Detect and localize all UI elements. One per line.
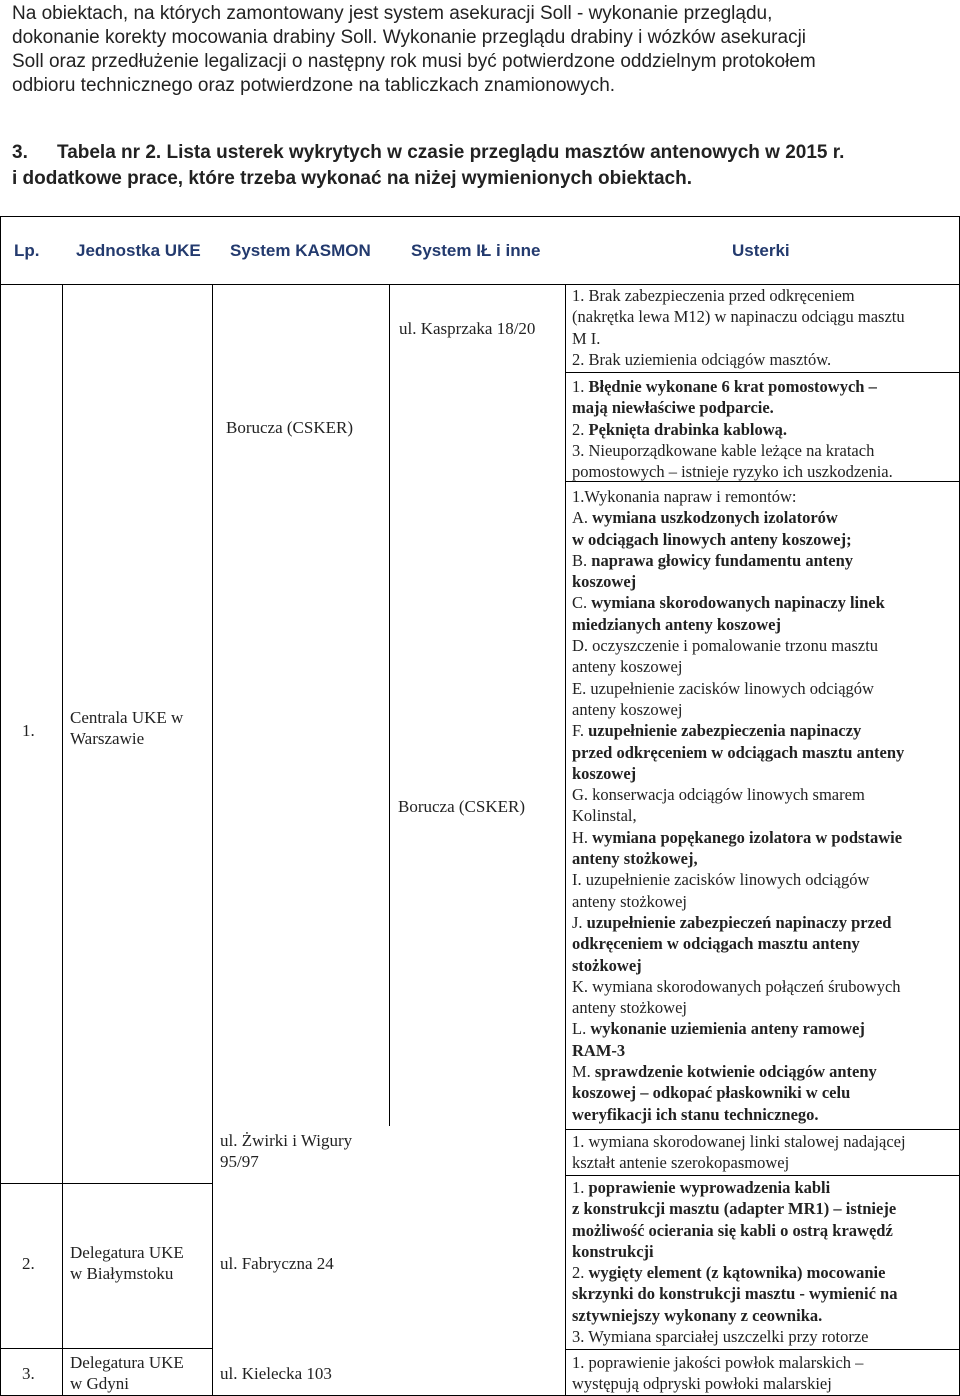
usterka-line	[572, 869, 956, 890]
table-rule	[565, 372, 960, 373]
usterka-text: C.	[572, 593, 592, 613]
usterka-text: pomostowych – istnieje ryzyko ich uszkodzenia.	[572, 462, 893, 482]
usterka-line	[572, 1220, 956, 1241]
usterka-bold-text: wykonanie uziemienia anteny ramowej	[590, 1019, 865, 1039]
table-rule	[565, 1349, 960, 1350]
unit-line: w Gdyni	[70, 1374, 130, 1393]
unit-line: Delegatura UKE	[70, 1353, 184, 1372]
usterka-bold-text: odkręceniem w odciągach masztu anteny	[572, 934, 860, 954]
row1-kasmon: Borucza (CSKER)	[226, 418, 354, 437]
usterka-line	[572, 805, 956, 826]
usterka-bold-text: poprawienie wyprowadzenia kabli	[588, 1178, 831, 1197]
usterka-line	[572, 891, 956, 912]
usterki-group-6	[572, 1352, 956, 1395]
usterka-text: A.	[572, 508, 593, 528]
section-title-line2: i dodatkowe prace, które trzeba wykonać na niżej wymienionych obiektach.	[12, 168, 692, 189]
usterka-text: 3. Wymiana sparciałej uszczelki przy rotorze	[572, 1327, 869, 1347]
usterka-text: anteny koszowej	[572, 699, 683, 719]
usterka-line	[572, 614, 956, 635]
table-rule	[212, 284, 213, 1396]
usterka-line	[572, 1326, 956, 1347]
usterka-text: D. oczyszczenie i pomalowanie trzonu masztu	[572, 636, 879, 656]
row1-unit	[70, 707, 183, 749]
row2-lp: 2.	[22, 1254, 35, 1273]
usterka-bold-text: stożkowej	[572, 955, 642, 975]
usterka-text: F.	[572, 721, 589, 741]
usterka-bold-text: miedzianych anteny koszowej	[572, 614, 781, 634]
usterka-bold-text: możliwość ocierania się kabli o ostrą krawędź	[572, 1220, 893, 1240]
usterka-line	[572, 397, 956, 418]
usterka-line	[572, 933, 956, 954]
usterka-bold-text: Błędnie wykonane 6 krat pomostowych –	[588, 377, 877, 396]
usterka-text: K. wymiana skorodowanych połączeń śrubowych	[572, 976, 901, 996]
usterka-bold-text: weryfikacji ich stanu technicznego.	[572, 1104, 819, 1124]
address-line: ul. Żwirki i Wigury	[220, 1131, 353, 1150]
usterki-group-4	[572, 1131, 956, 1174]
table-rule	[0, 216, 1, 1396]
usterka-bold-text: sprawdzenie kotwienie odciągów anteny	[594, 1062, 877, 1082]
usterka-line: 1. wymiana skorodowanej linki stalowej nadającej	[572, 1132, 906, 1151]
usterka-text: H.	[572, 827, 593, 847]
usterka-line	[572, 784, 956, 805]
usterka-line: 1. Brak zabezpieczenia przed odkręceniem	[572, 286, 855, 305]
usterka-line	[572, 848, 956, 869]
section-number: 3.	[12, 142, 28, 163]
header-unit: Jednostka UKE	[76, 241, 201, 260]
unit-line: Centrala UKE w	[70, 708, 184, 727]
usterka-bold-text: wymiana uszkodzonych izolatorów	[592, 508, 838, 528]
usterka-bold-text: uzupełnienie zabezpieczeń napinaczy przed	[586, 912, 892, 932]
usterka-line	[572, 1198, 956, 1219]
usterka-line	[572, 656, 956, 677]
usterka-bold-text: koszowej	[572, 763, 637, 783]
usterka-line	[572, 1305, 956, 1326]
intro-line: Na obiektach, na których zamontowany jest system asekuracji Soll - wykonanie przeglądu,	[12, 3, 773, 24]
usterka-line: 1. poprawienie jakości powłok malarskich –	[572, 1353, 864, 1372]
row1-il-top: ul. Kasprzaka 18/20	[399, 319, 536, 338]
usterka-bold-text: przed odkręceniem w odciągach masztu anteny	[572, 742, 905, 762]
usterka-line	[572, 529, 956, 550]
usterka-line	[572, 955, 956, 976]
usterka-line	[572, 976, 956, 997]
usterka-line	[572, 1040, 956, 1061]
usterka-text: M.	[572, 1062, 595, 1082]
row3-lp: 3.	[22, 1364, 35, 1383]
usterka-line: M I.	[572, 328, 601, 348]
row1-il-main: Borucza (CSKER)	[398, 797, 526, 816]
usterka-bold-text: mają niewłaściwe podparcie.	[572, 398, 774, 418]
section-title-line1: Tabela nr 2. Lista usterek wykrytych w czasie przeglądu masztów antenowych w 2015 r.	[57, 142, 845, 163]
usterka-line	[572, 1241, 956, 1262]
row2-unit	[70, 1242, 184, 1284]
usterka-line	[572, 827, 956, 848]
table-rule	[389, 284, 390, 1126]
usterka-line	[572, 678, 956, 699]
usterka-line	[572, 742, 956, 763]
usterka-line: 2. Brak uziemienia odciągów masztów.	[572, 349, 832, 369]
usterka-bold-text: uzupełnienie zabezpieczenia napinaczy	[588, 721, 862, 741]
usterka-line	[572, 1177, 956, 1198]
usterka-line	[572, 550, 956, 571]
unit-line: w Białymstoku	[70, 1264, 174, 1283]
row3-unit	[70, 1352, 184, 1394]
usterka-text: 1.	[572, 1178, 589, 1197]
usterka-bold-text: wymiana skorodowanych napinaczy linek	[591, 593, 885, 613]
usterka-line	[572, 507, 956, 528]
usterka-text: 2.	[572, 1263, 589, 1283]
row2-kasmon: ul. Fabryczna 24	[220, 1254, 334, 1273]
usterka-line	[572, 1283, 956, 1304]
usterka-bold-text: koszowej – odkopać płaskowniki w celu	[572, 1083, 851, 1103]
table-rule	[0, 1348, 212, 1349]
usterka-line	[572, 592, 956, 613]
usterka-line	[572, 763, 956, 784]
usterka-bold-text: w odciągach linowych anteny koszowej;	[572, 529, 852, 549]
intro-line: odbioru technicznego oraz potwierdzone na tabliczkach znamionowych.	[12, 75, 616, 96]
usterka-bold-text: koszowej	[572, 572, 637, 592]
usterka-line	[572, 419, 956, 440]
table-rule	[565, 284, 566, 1396]
usterka-line	[572, 1061, 956, 1082]
unit-line: Delegatura UKE	[70, 1243, 184, 1262]
table-rule	[565, 1175, 960, 1176]
usterka-line	[572, 912, 956, 933]
intro-line: dokonanie korekty mocowania drabiny Soll. Wykonanie przeglądu drabiny i wózków asekuracji	[12, 27, 807, 48]
usterka-line	[572, 461, 956, 482]
usterki-group-3	[572, 486, 956, 1125]
header-lp: Lp.	[14, 241, 40, 260]
usterka-line	[572, 720, 956, 741]
usterka-text: anteny koszowej	[572, 657, 683, 677]
unit-line: Warszawie	[70, 729, 145, 748]
usterka-bold-text: RAM-3	[572, 1040, 626, 1060]
usterka-text: anteny stożkowej	[572, 891, 688, 911]
header-usterki: Usterki	[732, 241, 790, 260]
usterka-bold-text: sztywniejszy wykonany z ceownika.	[572, 1305, 823, 1325]
usterka-line	[572, 571, 956, 592]
usterka-line	[572, 699, 956, 720]
usterka-text: Kolinstal,	[572, 806, 637, 826]
usterka-line	[572, 1018, 956, 1039]
usterka-line	[572, 376, 956, 397]
usterka-text: E. uzupełnienie zacisków linowych odciągów	[572, 678, 874, 698]
usterki-group-5	[572, 1177, 956, 1347]
usterka-bold-text: wymiana popękanego izolatora w podstawie	[592, 827, 903, 847]
usterka-line: kształt antenie szerokopasmowej	[572, 1153, 790, 1173]
address-line: 95/97	[220, 1152, 259, 1171]
usterka-line	[572, 1104, 956, 1125]
usterka-line	[572, 997, 956, 1018]
usterka-bold-text: konstrukcji	[572, 1241, 654, 1261]
usterka-text: J.	[572, 912, 587, 932]
header-il: System IŁ i inne	[411, 241, 541, 260]
usterki-group-1	[572, 285, 956, 370]
usterka-bold-text: Pęknięta drabinka kablową.	[588, 419, 787, 439]
row2-kasmon-top	[220, 1130, 352, 1172]
usterka-text: 1.Wykonania napraw i remontów:	[572, 487, 797, 506]
row3-kasmon: ul. Kielecka 103	[220, 1364, 332, 1383]
usterka-text: L.	[572, 1019, 591, 1039]
table-rule	[565, 1129, 960, 1130]
table-rule	[0, 1183, 212, 1184]
usterka-line: (nakrętka lewa M12) w napinaczu odciągu masztu	[572, 307, 905, 327]
usterka-bold-text: skrzynki do konstrukcji masztu - wymienić na	[572, 1284, 898, 1304]
usterka-line: występują odpryski powłoki malarskiej	[572, 1374, 832, 1394]
table-rule	[0, 216, 960, 217]
usterka-line	[572, 1262, 956, 1283]
usterka-bold-text: z konstrukcji masztu (adapter MR1) – istnieje	[572, 1199, 897, 1219]
usterka-text: G. konserwacja odciągów linowych smarem	[572, 785, 865, 805]
usterka-bold-text: naprawa głowicy fundamentu anteny	[591, 550, 854, 570]
row1-lp: 1.	[22, 721, 35, 740]
intro-line: Soll oraz przedłużenie legalizacji o następny rok musi być potwierdzone oddzielnym protokołem	[12, 51, 816, 72]
header-kasmon: System KASMON	[230, 241, 371, 260]
usterka-text: 1.	[572, 377, 589, 396]
usterka-line	[572, 440, 956, 461]
usterka-line	[572, 486, 956, 507]
usterka-text: B.	[572, 550, 592, 570]
usterka-line	[572, 635, 956, 656]
usterka-text: 2.	[572, 419, 589, 439]
usterki-group-2	[572, 376, 956, 482]
usterka-text: I. uzupełnienie zacisków linowych odciągów	[572, 870, 870, 890]
usterka-text: 3. Nieuporządkowane kable leżące na kratach	[572, 440, 875, 460]
usterka-bold-text: anteny stożkowej,	[572, 849, 698, 869]
usterka-text: anteny stożkowej	[572, 998, 688, 1018]
usterka-line	[572, 1082, 956, 1103]
table-rule	[62, 284, 63, 1396]
usterka-bold-text: wygięty element (z kątownika) mocowanie	[588, 1263, 886, 1283]
